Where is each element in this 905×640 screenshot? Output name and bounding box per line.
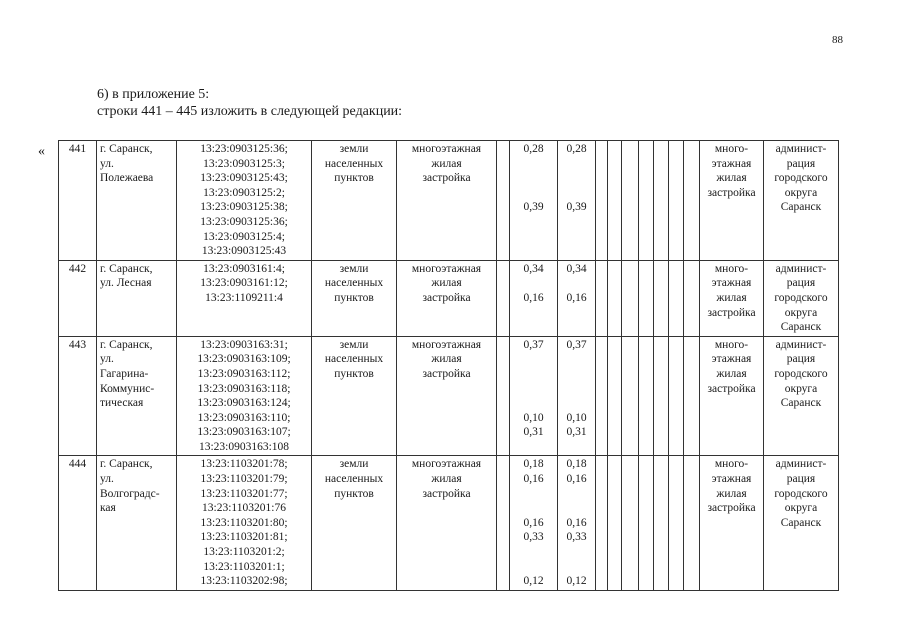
cadastral-line: 13:23:0903163:109; bbox=[197, 353, 291, 366]
area1-value: 0,16 bbox=[523, 516, 544, 529]
empty-cell bbox=[639, 336, 654, 456]
owner-line: админист- bbox=[775, 338, 827, 351]
category-line: пунктов bbox=[334, 487, 374, 500]
cadastral-line: 13:23:0903163:31; bbox=[200, 338, 288, 351]
area2-value: 0,10 bbox=[566, 411, 587, 424]
area2-value: 0,18 bbox=[566, 458, 587, 471]
owner-line: округа bbox=[784, 382, 818, 395]
cadastral-line: 13:23:1103201:79; bbox=[200, 473, 288, 486]
empty-cell bbox=[622, 260, 639, 336]
use-line: жилая bbox=[431, 353, 462, 366]
cell-area2 bbox=[558, 260, 596, 336]
cell-address bbox=[97, 336, 177, 456]
cadastral-line: 13:23:1103201:2; bbox=[203, 546, 285, 559]
cadastral-line: 13:23:1103201:80; bbox=[200, 516, 288, 529]
area1-value: 0,39 bbox=[523, 201, 544, 214]
land-plots-table bbox=[58, 140, 839, 591]
address-line: г. Саранск, bbox=[100, 143, 153, 155]
category-line: пунктов bbox=[334, 291, 374, 304]
address-line: Коммунис- bbox=[100, 382, 155, 395]
area1-value: 0,37 bbox=[523, 338, 544, 351]
address-line: Полежаева bbox=[100, 172, 154, 185]
cell-category bbox=[312, 456, 397, 590]
empty-cell bbox=[654, 456, 669, 590]
empty-cell bbox=[669, 456, 684, 590]
cell-address bbox=[97, 456, 177, 590]
use-line: застройка bbox=[422, 172, 471, 185]
cadastral-line: 13:23:0903163:110; bbox=[197, 411, 291, 424]
cell-owner bbox=[764, 336, 839, 456]
cadastral-line: 13:23:1109211:4 bbox=[205, 291, 283, 304]
cadastral-line: 13:23:1103201:81; bbox=[200, 531, 288, 544]
cadastral-line: 13:23:1103202:98; bbox=[200, 575, 288, 588]
cadastral-line: 13:23:0903161:4; bbox=[203, 262, 285, 275]
empty-cell bbox=[497, 336, 510, 456]
owner-line: городского bbox=[774, 172, 828, 185]
empty-cell bbox=[497, 456, 510, 590]
cell-area2 bbox=[558, 336, 596, 456]
empty-cell bbox=[608, 141, 622, 261]
address-line: г. Саранск, bbox=[100, 262, 153, 275]
cell-owner bbox=[764, 141, 839, 261]
use-line: застройка bbox=[422, 367, 471, 380]
zone-line: этажная bbox=[711, 353, 752, 366]
cell-use bbox=[397, 141, 497, 261]
cell-row-number: 441 bbox=[59, 141, 97, 261]
cadastral-line: 13:23:0903163:112; bbox=[197, 367, 291, 380]
cell-row-number: 444 bbox=[59, 456, 97, 590]
address-line: г. Саранск, bbox=[100, 338, 153, 351]
zone-line: этажная bbox=[711, 157, 752, 170]
table-body bbox=[59, 141, 839, 591]
empty-cell bbox=[654, 141, 669, 261]
table-row bbox=[59, 456, 839, 590]
empty-cell bbox=[684, 260, 700, 336]
empty-cell bbox=[669, 336, 684, 456]
address-line: ул. bbox=[100, 353, 114, 366]
empty-cell bbox=[654, 336, 669, 456]
area2-value: 0,28 bbox=[566, 143, 587, 155]
use-line: застройка bbox=[422, 291, 471, 304]
use-line: многоэтажная bbox=[411, 143, 482, 155]
address-line: кая bbox=[100, 502, 116, 515]
zone-line: застройка bbox=[707, 502, 756, 515]
cadastral-line: 13:23:0903125:43 bbox=[201, 245, 287, 258]
owner-line: округа bbox=[784, 186, 818, 199]
category-line: населенных bbox=[324, 157, 384, 170]
cadastral-line: 13:23:0903163:118; bbox=[197, 382, 291, 395]
owner-line: админист- bbox=[775, 143, 827, 155]
area2-value: 0,16 bbox=[566, 516, 587, 529]
cell-category bbox=[312, 336, 397, 456]
category-line: земли bbox=[339, 338, 369, 351]
area1-value: 0,16 bbox=[523, 473, 544, 486]
cadastral-line: 13:23:0903125:38; bbox=[200, 201, 288, 214]
cell-category bbox=[312, 260, 397, 336]
table-row bbox=[59, 141, 839, 261]
area2-value: 0,31 bbox=[566, 426, 587, 439]
empty-cell bbox=[654, 260, 669, 336]
area2-value: 0,34 bbox=[566, 262, 587, 275]
cell-zone bbox=[700, 336, 764, 456]
owner-line: округа bbox=[784, 502, 818, 515]
cell-address bbox=[97, 260, 177, 336]
cell-owner bbox=[764, 456, 839, 590]
cadastral-line: 13:23:0903163:107; bbox=[197, 426, 291, 439]
empty-cell bbox=[596, 336, 608, 456]
empty-cell bbox=[596, 260, 608, 336]
cell-row-number: 443 bbox=[59, 336, 97, 456]
area1-value: 0,18 bbox=[523, 458, 544, 471]
cadastral-line: 13:23:0903125:43; bbox=[200, 172, 288, 185]
owner-line: админист- bbox=[775, 262, 827, 275]
cell-use bbox=[397, 336, 497, 456]
empty-cell bbox=[622, 336, 639, 456]
cadastral-line: 13:23:0903161:12; bbox=[200, 277, 288, 290]
use-line: жилая bbox=[431, 277, 462, 290]
zone-line: жилая bbox=[716, 487, 747, 500]
cadastral-line: 13:23:0903163:124; bbox=[197, 397, 291, 410]
cell-cadastral bbox=[177, 336, 312, 456]
cadastral-line: 13:23:1103201:76 bbox=[202, 502, 286, 515]
owner-line: городского bbox=[774, 487, 828, 500]
cell-zone bbox=[700, 456, 764, 590]
owner-line: рация bbox=[786, 473, 816, 486]
use-line: многоэтажная bbox=[411, 262, 482, 275]
cell-zone bbox=[700, 141, 764, 261]
empty-cell bbox=[639, 456, 654, 590]
cell-area1 bbox=[510, 456, 558, 590]
area2-value: 0,12 bbox=[566, 575, 587, 588]
category-line: земли bbox=[339, 262, 369, 275]
cell-owner bbox=[764, 260, 839, 336]
owner-line: рация bbox=[786, 353, 816, 366]
cell-use bbox=[397, 260, 497, 336]
cell-area1 bbox=[510, 141, 558, 261]
area1-value: 0,10 bbox=[523, 411, 544, 424]
zone-line: много- bbox=[714, 458, 749, 471]
zone-line: этажная bbox=[711, 473, 752, 486]
use-line: жилая bbox=[431, 157, 462, 170]
cell-area1 bbox=[510, 260, 558, 336]
zone-line: много- bbox=[714, 338, 749, 351]
area1-value: 0,33 bbox=[523, 531, 544, 544]
cadastral-line: 13:23:1103201:77; bbox=[200, 487, 288, 500]
empty-cell bbox=[596, 141, 608, 261]
empty-cell bbox=[684, 336, 700, 456]
cadastral-line: 13:23:0903125:36; bbox=[200, 143, 288, 155]
area2-value: 0,37 bbox=[566, 338, 587, 351]
zone-line: жилая bbox=[716, 367, 747, 380]
address-line: ул. bbox=[100, 157, 114, 170]
owner-line: округа bbox=[784, 306, 818, 319]
intro-line-2: строки 441 – 445 изложить в следующей редакции: bbox=[97, 104, 403, 119]
cell-zone bbox=[700, 260, 764, 336]
area2-value: 0,16 bbox=[566, 291, 587, 304]
empty-cell bbox=[608, 260, 622, 336]
area2-value: 0,33 bbox=[566, 531, 587, 544]
category-line: населенных bbox=[324, 277, 384, 290]
cell-category bbox=[312, 141, 397, 261]
cell-use bbox=[397, 456, 497, 590]
owner-line: Саранск bbox=[780, 201, 822, 214]
intro-text bbox=[97, 86, 402, 120]
empty-cell bbox=[622, 456, 639, 590]
zone-line: застройка bbox=[707, 186, 756, 199]
cell-area2 bbox=[558, 456, 596, 590]
category-line: пунктов bbox=[334, 172, 374, 185]
zone-line: жилая bbox=[716, 172, 747, 185]
category-line: земли bbox=[339, 143, 369, 155]
cell-address bbox=[97, 141, 177, 261]
area1-value: 0,31 bbox=[523, 426, 544, 439]
opening-quote-mark: « bbox=[38, 144, 45, 159]
empty-cell bbox=[497, 260, 510, 336]
table-row bbox=[59, 336, 839, 456]
zone-line: много- bbox=[714, 143, 749, 155]
category-line: населенных bbox=[324, 353, 384, 366]
empty-cell bbox=[669, 260, 684, 336]
owner-line: Саранск bbox=[780, 397, 822, 410]
empty-cell bbox=[608, 336, 622, 456]
owner-line: Саранск bbox=[780, 516, 822, 529]
zone-line: застройка bbox=[707, 306, 756, 319]
address-line: Гагарина- bbox=[100, 367, 149, 380]
page-number: 88 bbox=[832, 34, 843, 46]
cadastral-line: 13:23:1103201:78; bbox=[200, 458, 288, 471]
owner-line: рация bbox=[786, 277, 816, 290]
empty-cell bbox=[497, 141, 510, 261]
area1-value: 0,12 bbox=[523, 575, 544, 588]
zone-line: этажная bbox=[711, 277, 752, 290]
empty-cell bbox=[669, 141, 684, 261]
area1-value: 0,16 bbox=[523, 291, 544, 304]
owner-line: рация bbox=[786, 157, 816, 170]
zone-line: застройка bbox=[707, 382, 756, 395]
use-line: жилая bbox=[431, 473, 462, 486]
area2-value: 0,16 bbox=[566, 473, 587, 486]
cell-cadastral bbox=[177, 141, 312, 261]
empty-cell bbox=[639, 260, 654, 336]
use-line: застройка bbox=[422, 487, 471, 500]
address-line: тическая bbox=[100, 397, 144, 410]
area1-value: 0,28 bbox=[523, 143, 544, 155]
zone-line: много- bbox=[714, 262, 749, 275]
cell-cadastral bbox=[177, 456, 312, 590]
cell-area2 bbox=[558, 141, 596, 261]
cadastral-line: 13:23:0903125:36; bbox=[200, 215, 288, 228]
owner-line: админист- bbox=[775, 458, 827, 471]
empty-cell bbox=[684, 141, 700, 261]
category-line: земли bbox=[339, 458, 369, 471]
intro-line-1: 6) в приложение 5: bbox=[97, 87, 210, 102]
table-row bbox=[59, 260, 839, 336]
address-line: Волгоградс- bbox=[100, 487, 160, 500]
empty-cell bbox=[639, 141, 654, 261]
address-line: ул. Лесная bbox=[100, 277, 152, 290]
cell-row-number: 442 bbox=[59, 260, 97, 336]
category-line: пунктов bbox=[334, 367, 374, 380]
owner-line: городского bbox=[774, 367, 828, 380]
area2-value: 0,39 bbox=[566, 201, 587, 214]
use-line: многоэтажная bbox=[411, 458, 482, 471]
cell-cadastral bbox=[177, 260, 312, 336]
empty-cell bbox=[622, 141, 639, 261]
cadastral-line: 13:23:0903125:2; bbox=[203, 186, 285, 199]
address-line: г. Саранск, bbox=[100, 458, 153, 471]
zone-line: жилая bbox=[716, 291, 747, 304]
empty-cell bbox=[684, 456, 700, 590]
cadastral-line: 13:23:0903125:4; bbox=[203, 230, 285, 243]
area1-value: 0,34 bbox=[523, 262, 544, 275]
cadastral-line: 13:23:1103201:1; bbox=[203, 560, 285, 573]
empty-cell bbox=[596, 456, 608, 590]
cadastral-line: 13:23:0903163:108 bbox=[198, 440, 290, 453]
owner-line: Саранск bbox=[780, 321, 822, 334]
owner-line: городского bbox=[774, 291, 828, 304]
cadastral-line: 13:23:0903125:3; bbox=[203, 157, 285, 170]
empty-cell bbox=[608, 456, 622, 590]
category-line: населенных bbox=[324, 473, 384, 486]
address-line: ул. bbox=[100, 473, 114, 486]
use-line: многоэтажная bbox=[411, 338, 482, 351]
cell-area1 bbox=[510, 336, 558, 456]
